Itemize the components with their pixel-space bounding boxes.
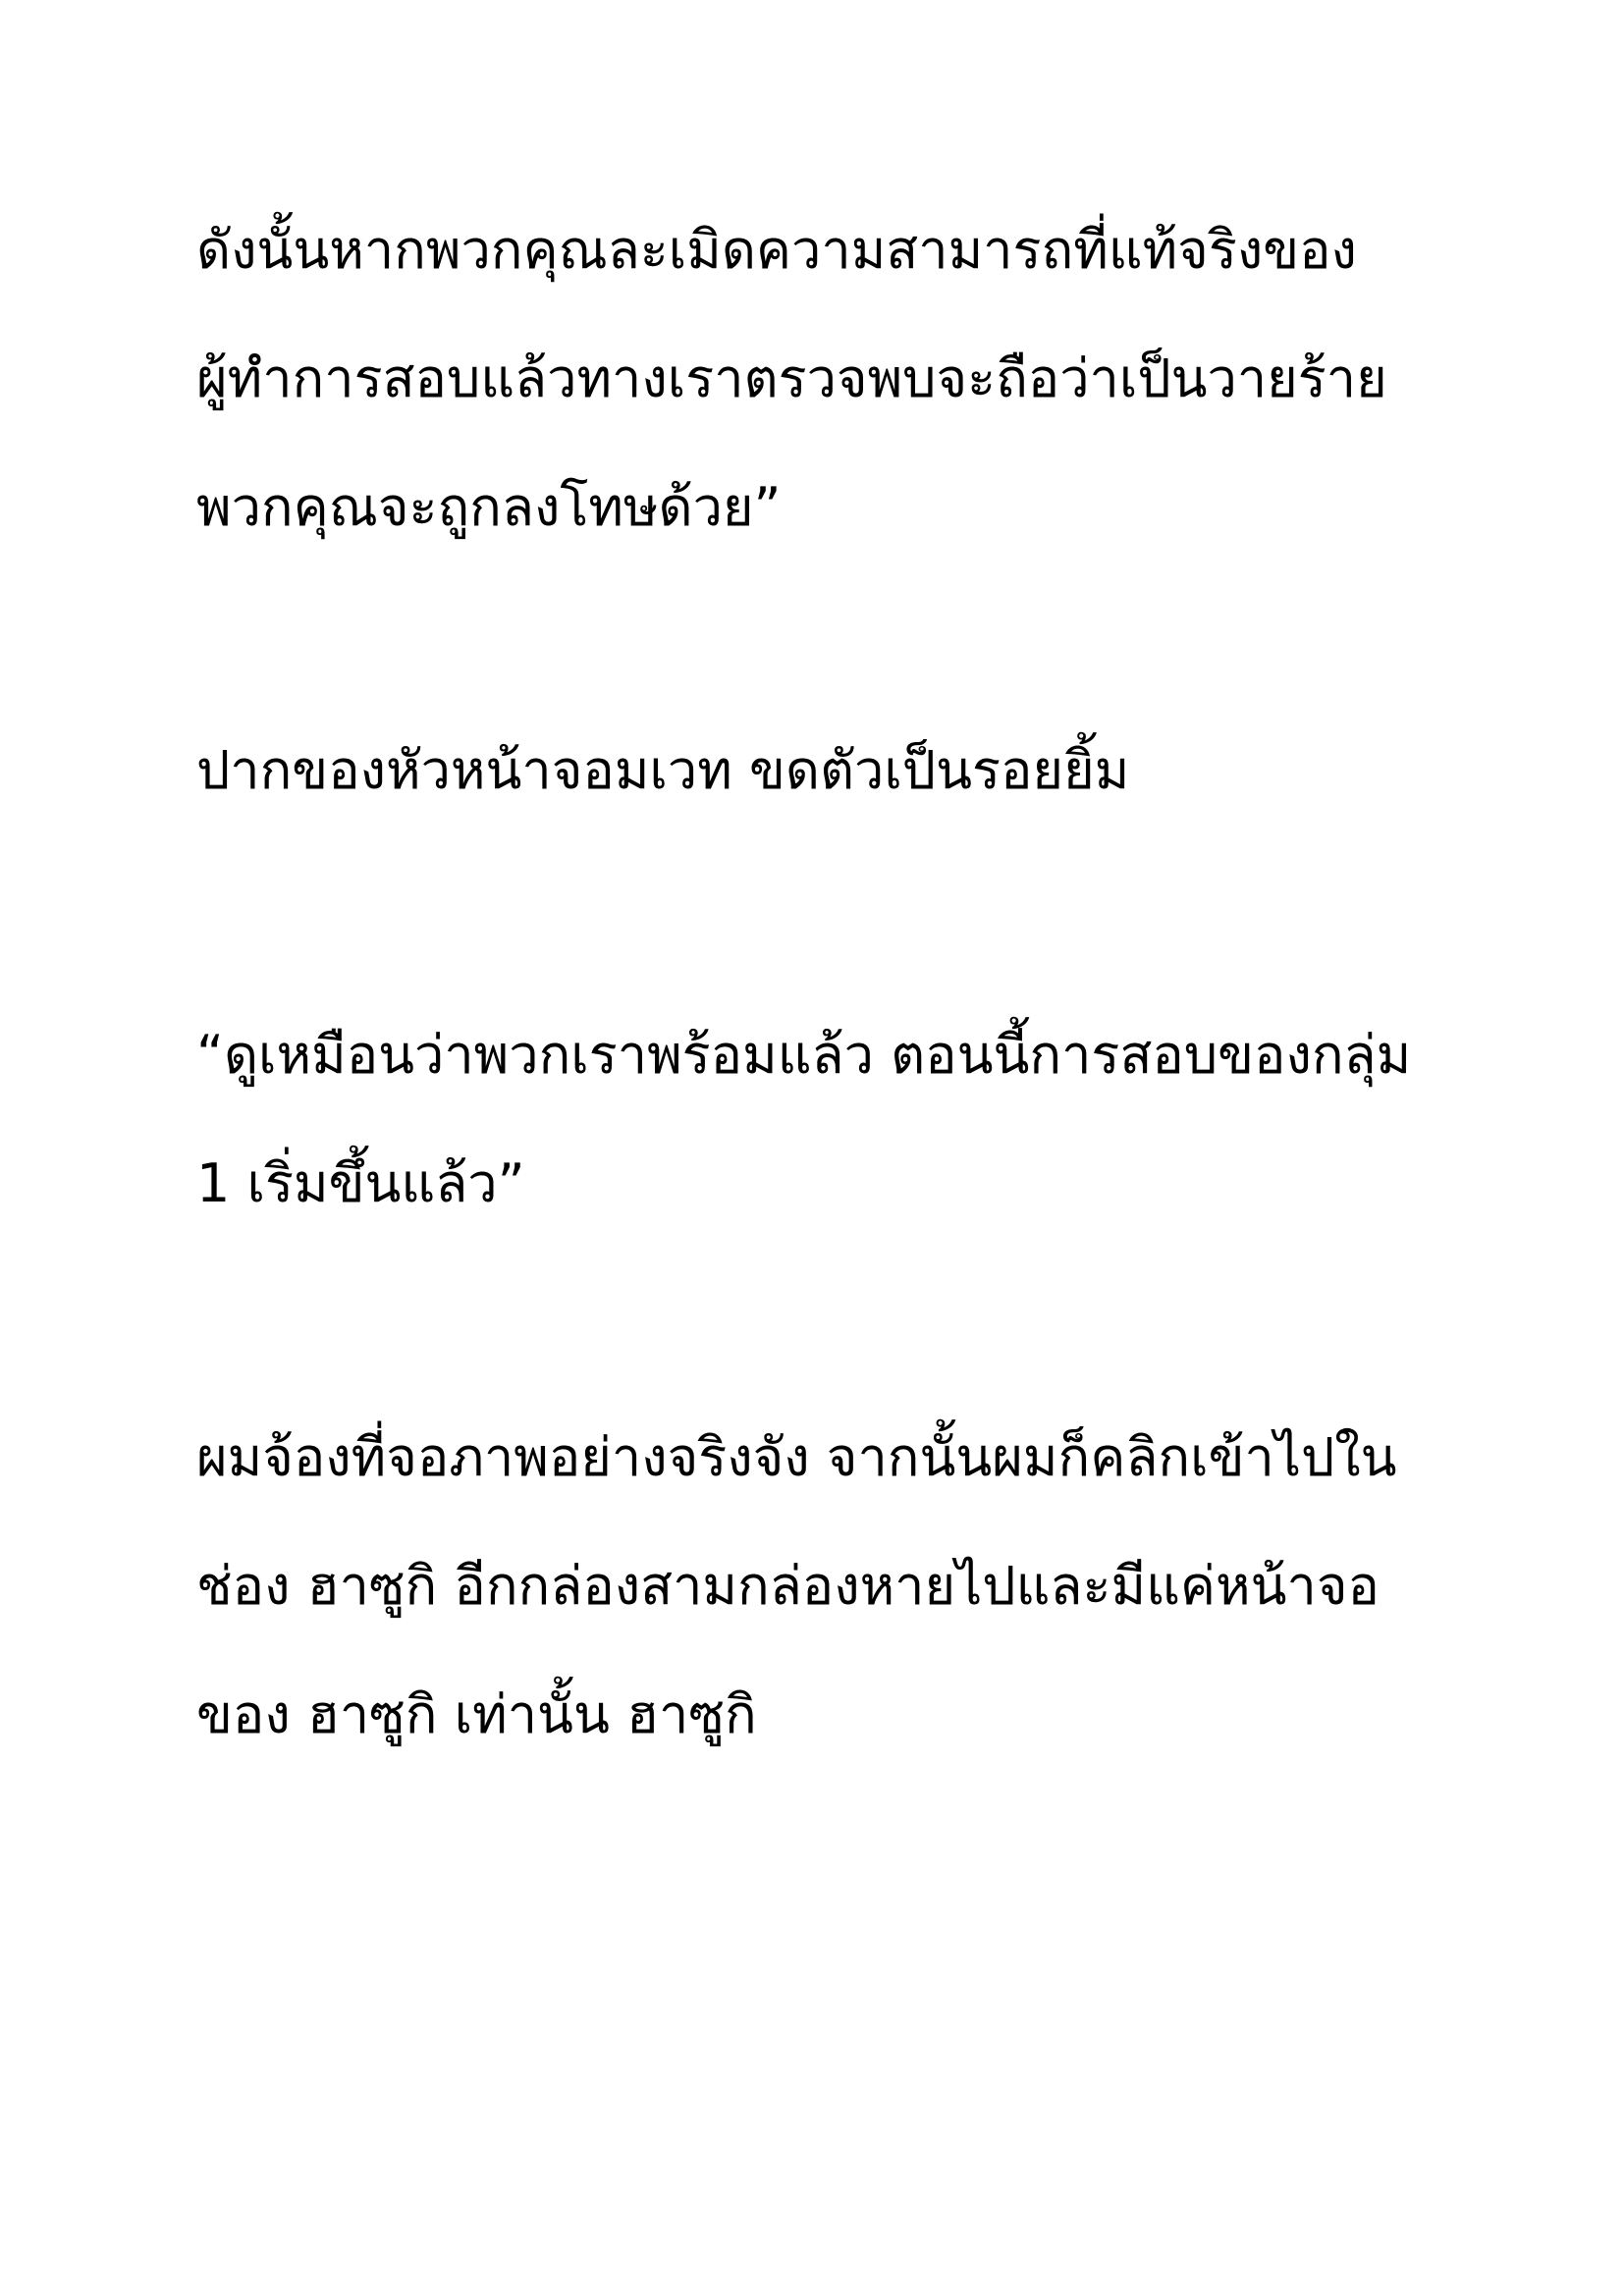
text-line: ดังนั้นหากพวกคุณละเมิดความสามารถที่แท้จริงของ bbox=[196, 219, 1357, 281]
text-line: ช่อง ฮาซูกิ อีกกล่องสามกล่องหายไปและมีแค่หน้าจอ bbox=[196, 1555, 1380, 1617]
text-line: “ดูเหมือนว่าพวกเราพร้อมแล้ว ตอนนี้การสอบของกลุ่ม bbox=[196, 1024, 1412, 1086]
text-line: 1 เริ่มขึ้นแล้ว” bbox=[196, 1152, 525, 1214]
text-line: พวกคุณจะถูกลงโทษด้วย” bbox=[196, 476, 782, 538]
text-line: ผมจ้องที่จอภาพอย่างจริงจัง จากนั้นผมก็คลิกเข้าไปใน bbox=[196, 1426, 1397, 1488]
text-line: ของ ฮาซูกิ เท่านั้น ฮาซูกิ bbox=[196, 1683, 757, 1745]
text-line: ปากของหัวหน้าจอมเวท ขดตัวเป็นรอยยิ้ม bbox=[196, 739, 1130, 801]
text-line: ผู้ทำการสอบแล้วทางเราตรวจพบจะถือว่าเป็นวายร้าย bbox=[196, 347, 1387, 409]
